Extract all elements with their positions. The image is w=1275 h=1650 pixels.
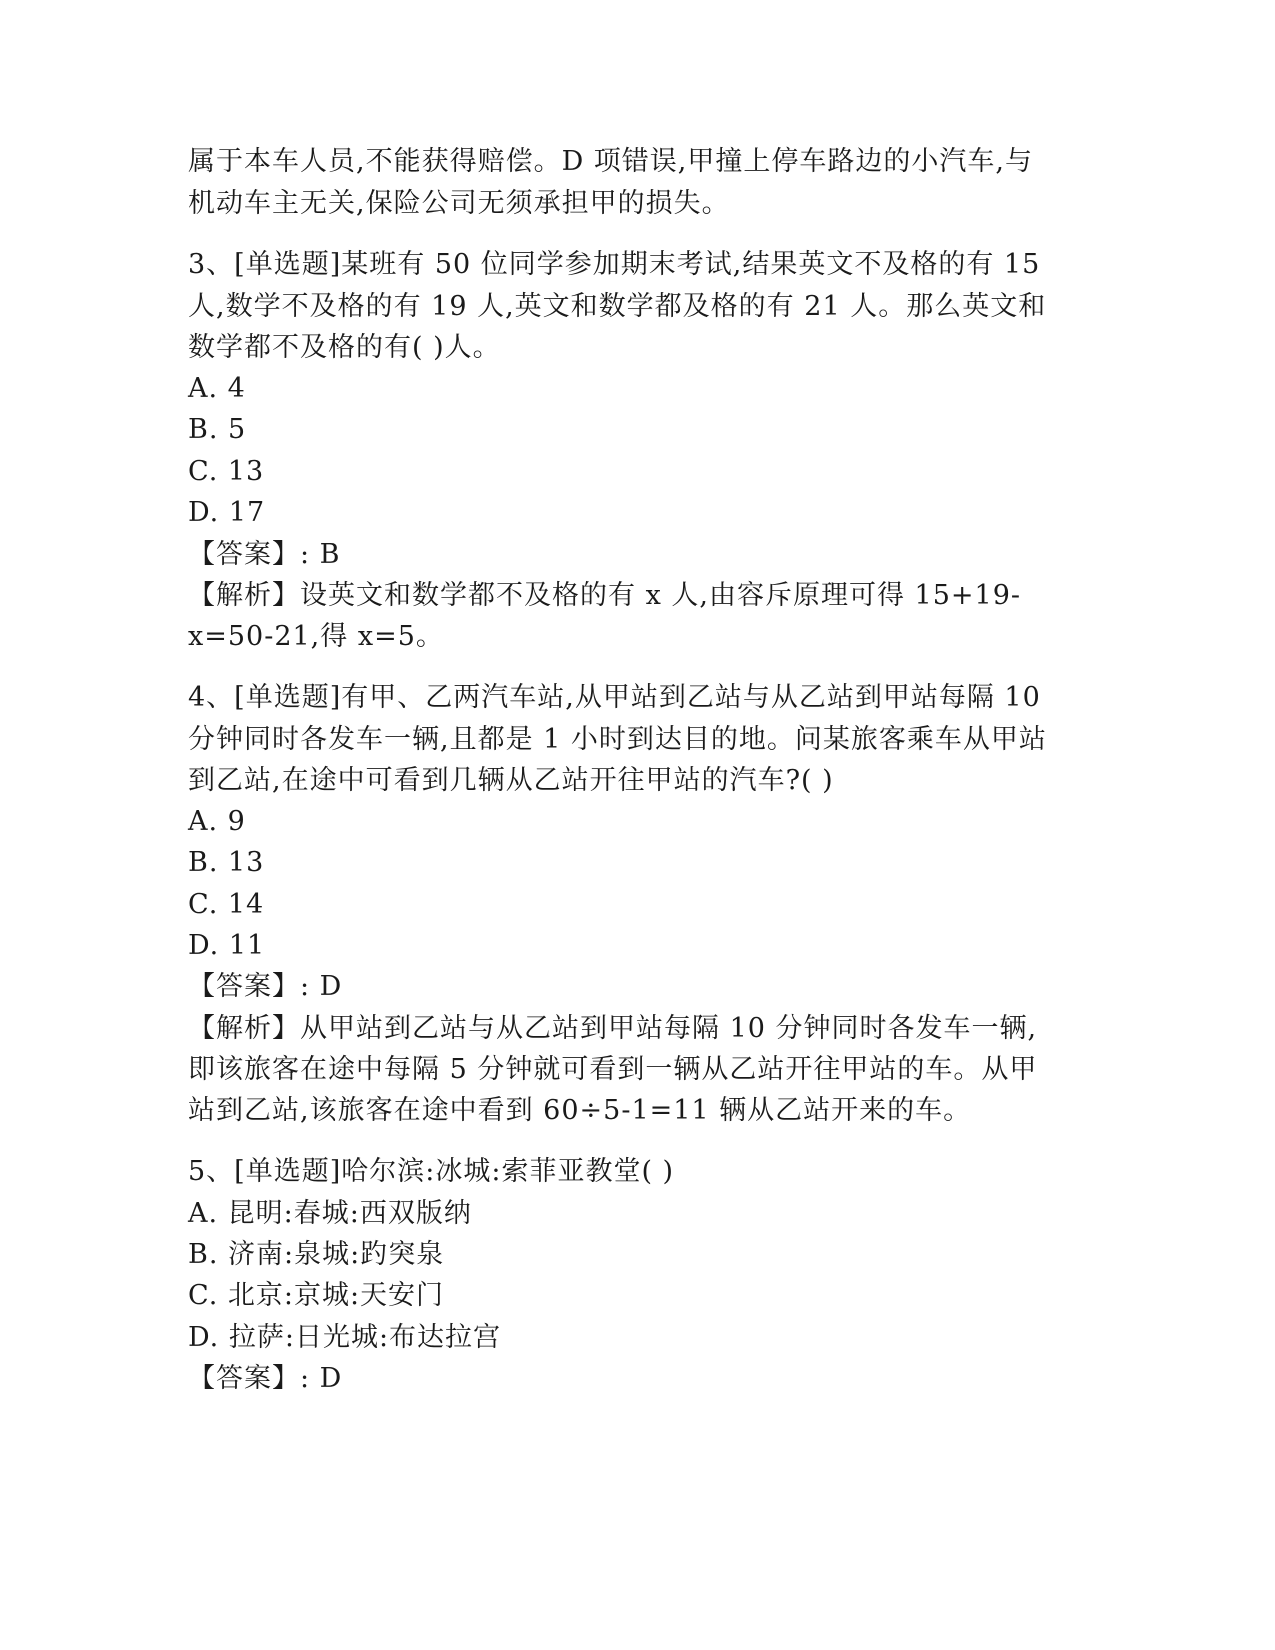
text-line: 人,数学不及格的有 19 人,英文和数学都及格的有 21 人。那么英文和 [188, 291, 1047, 322]
text-line: x=50-21,得 x=5。 [188, 621, 444, 652]
answer: 【答案】: D [188, 1363, 343, 1394]
text-line: 即该旅客在途中每隔 5 分钟就可看到一辆从乙站开往甲站的车。从甲 [188, 1054, 1038, 1085]
option-d: D. 17 [188, 497, 266, 528]
option-c: C. 14 [188, 889, 265, 920]
explanation: 【解析】设英文和数学都不及格的有 x 人,由容斥原理可得 15+19- [188, 580, 1022, 611]
option-a: A. 昆明:春城:西双版纳 [188, 1198, 472, 1229]
text-line: 属于本车人员,不能获得赔偿。D 项错误,甲撞上停车路边的小汽车,与 [188, 146, 1033, 177]
option-a: A. 9 [188, 806, 246, 837]
explanation: 【解析】从甲站到乙站与从乙站到甲站每隔 10 分钟同时各发车一辆, [188, 1013, 1038, 1044]
option-c: C. 北京:京城:天安门 [188, 1280, 445, 1311]
option-d: D. 拉萨:日光城:布达拉宫 [188, 1322, 502, 1353]
option-b: B. 5 [188, 414, 247, 445]
option-c: C. 13 [188, 456, 265, 487]
option-b: B. 济南:泉城:趵突泉 [188, 1239, 445, 1270]
option-d: D. 11 [188, 930, 266, 961]
option-a: A. 4 [188, 373, 246, 404]
text-line: 到乙站,在途中可看到几辆从乙站开往甲站的汽车?( ) [188, 765, 834, 796]
question-4-title: 4、[单选题]有甲、乙两汽车站,从甲站到乙站与从乙站到甲站每隔 10 [188, 682, 1041, 713]
text-line: 分钟同时各发车一辆,且都是 1 小时到达目的地。问某旅客乘车从甲站 [188, 724, 1047, 755]
question-3-title: 3、[单选题]某班有 50 位同学参加期末考试,结果英文不及格的有 15 [188, 249, 1041, 280]
text-line: 机动车主无关,保险公司无须承担甲的损失。 [188, 188, 730, 219]
option-b: B. 13 [188, 847, 265, 878]
answer: 【答案】: B [188, 539, 341, 570]
text-line: 站到乙站,该旅客在途中看到 60÷5-1=11 辆从乙站开来的车。 [188, 1095, 972, 1126]
answer: 【答案】: D [188, 971, 343, 1002]
text-line: 数学都不及格的有( )人。 [188, 332, 501, 363]
question-5-title: 5、[单选题]哈尔滨:冰城:索菲亚教堂( ) [188, 1156, 675, 1187]
